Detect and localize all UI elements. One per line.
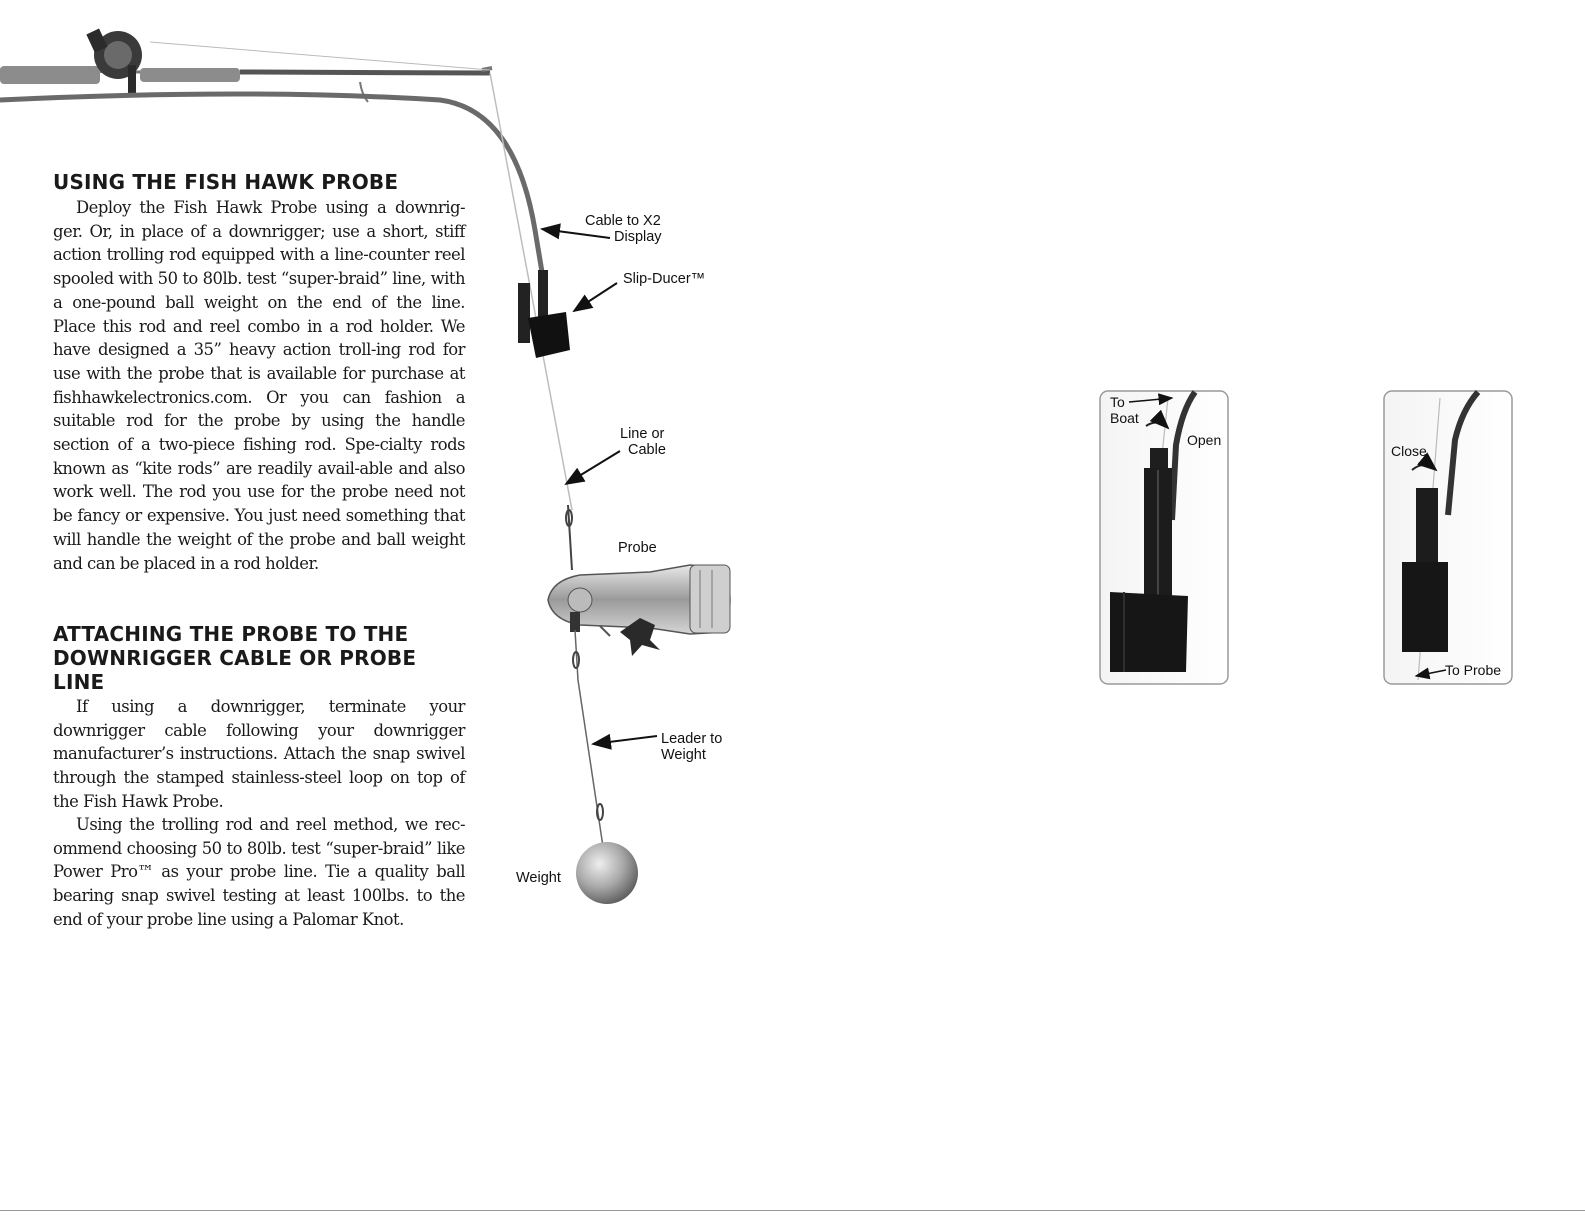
slipducer-icon <box>518 270 570 358</box>
label-line-1: Line or <box>620 426 665 442</box>
photo-open <box>1100 391 1228 684</box>
label-to-probe: To Probe <box>1445 662 1502 678</box>
arrow-icon <box>542 229 610 238</box>
label-cable-1: Cable to X2 <box>585 213 661 229</box>
section-title-attaching: ATTACHING THE PROBE TO THE DOWNRIGGER CABLE OR PROBE LINE <box>53 622 417 694</box>
rod-reel-icon <box>0 29 572 510</box>
section-title-using: USING THE FISH HAWK PROBE <box>53 170 399 194</box>
ball-weight-icon <box>576 842 638 904</box>
label-to: To <box>1110 394 1125 410</box>
label-line-2: Cable <box>628 442 666 458</box>
label-leader-2: Weight <box>661 747 706 763</box>
page-bottom-rule <box>0 1210 1585 1211</box>
section-body-using: Deploy the Fish Hawk Probe using a downrig-ger. Or, in place of a downrigger; use a short, stiff action trolling rod equipped with a line-counter reel spooled with 50 to 80lb. test “super-braid” line, with a one-pound ball weight on the end of the line. Place this rod and reel combo in a rod holder. We have designed a 35” heavy action troll-ing rod for use with the probe that is available for purchase at fishhawkelectronics.com. Or you can fashion a suitable rod for the probe by using the handle section of a two-piece fishing rod. Spe-cialty rods known as “kite rods” are readily avail-able and also work well. The rod you use for the probe need not be fancy or expensive. You just need something that will handle the weight of the probe and ball weight and can be placed in a rod holder. <box>53 198 465 573</box>
label-probe: Probe <box>618 540 657 556</box>
photo-close <box>1384 391 1512 684</box>
label-boat: Boat <box>1110 410 1139 426</box>
label-leader-1: Leader to <box>661 731 723 747</box>
label-slipducer: Slip-Ducer™ <box>623 271 706 287</box>
label-open: Open <box>1187 432 1222 448</box>
label-cable-2: Display <box>614 229 662 245</box>
label-weight: Weight <box>516 870 561 886</box>
label-close: Close <box>1391 443 1427 459</box>
arrow-icon <box>574 283 617 311</box>
arrow-icon <box>593 736 657 744</box>
arrow-icon <box>566 451 620 484</box>
section-body-attaching-2: Using the trolling rod and reel method, we rec-ommend choosing 50 to 80lb. test “super-braid” like Power Pro™ as your probe line. Tie a quality ball bearing snap swivel testing at least 100lbs. to the end of your probe line using a Palomar Knot. <box>53 815 465 929</box>
section-body-attaching-1: If using a downrigger, terminate your downrigger cable following your downrigger manufacturer’s instructions. Attach the snap swivel through the stamped stainless-steel loop on top of the Fish Hawk Probe. <box>53 697 465 811</box>
